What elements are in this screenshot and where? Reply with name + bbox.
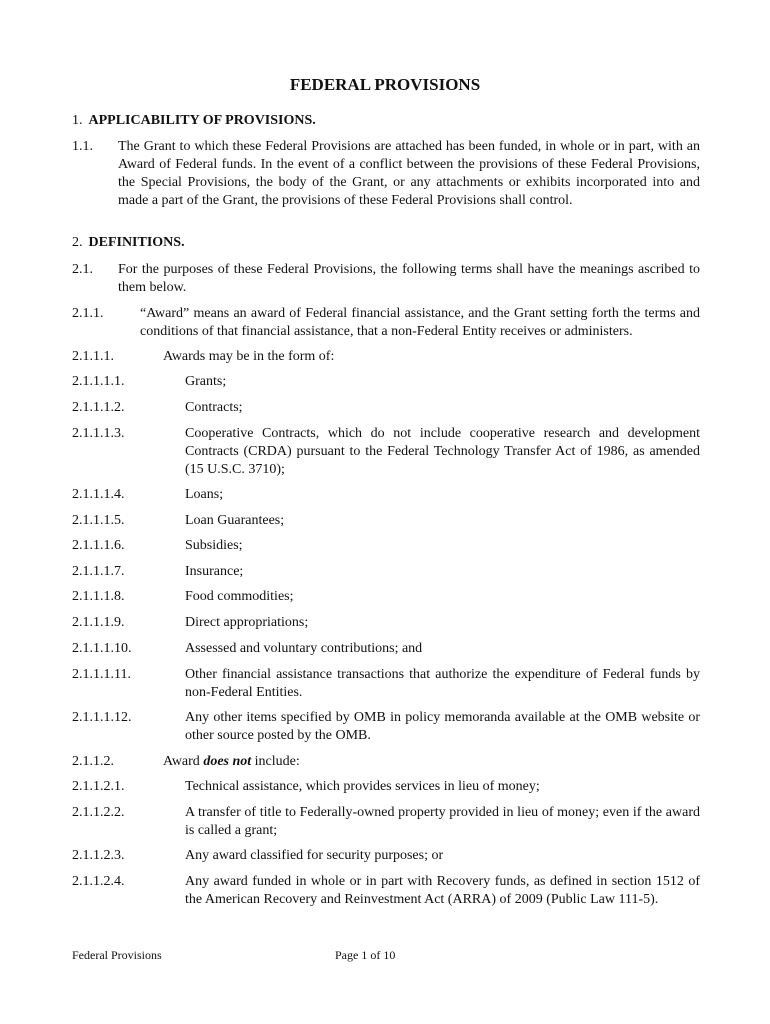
item-number: 2.1.1.1.8. [72,589,125,604]
footer-document-name: Federal Provisions [72,948,162,962]
item-text: Technical assistance, which provides services in lieu of money; [185,779,540,794]
item-number: 2.1.1.1.9. [72,615,125,630]
emphasized-text: does not [203,754,252,769]
item-text: Insurance; [185,564,244,579]
item-text [163,753,700,771]
item-text: Loans; [185,487,224,502]
text-segment: Award [163,754,204,769]
item-number: 2.1.1.1.3. [72,426,125,441]
item-text: For the purposes of these Federal Provisions, the following terms shall have the meanings ascribed to them below. [118,262,700,295]
item-number: 2.1.1.1.12. [72,710,132,725]
item-text: Any award classified for security purposes; or [185,848,444,863]
item-text: Cooperative Contracts, which do not include cooperative research and development Contracts (CRDA) pursuant to the Federal Technology Transfer Act of 1986, as amended (15 U.S.C. 3710); [185,426,700,477]
item-number: 2.1.1.1.11. [72,667,131,682]
item-text: A transfer of title to Federally-owned property provided in lieu of money; even if the award is called a grant; [185,805,700,838]
item-number: 2.1.1.2.4. [72,874,125,889]
section-heading [72,113,316,129]
item-number: 2.1.1.1.6. [72,538,125,553]
item-number: 1.1. [72,139,93,154]
item-text: Other financial assistance transactions that authorize the expenditure of Federal funds by non-Federal Entities. [185,667,700,700]
document-title: FEDERAL PROVISIONS [289,75,481,94]
item-text: Loan Guarantees; [185,513,285,528]
item-text: Assessed and voluntary contributions; and [185,641,423,656]
footer-page-number: Page 1 of 10 [335,948,396,962]
item-text: Any other items specified by OMB in policy memoranda available at the OMB website or other source posted by the OMB. [185,710,700,743]
item-text: Contracts; [185,400,243,415]
item-number: 2.1.1.1.2. [72,400,125,415]
section-title: APPLICABILITY OF PROVISIONS. [88,113,316,128]
item-number: 2.1.1.1.5. [72,513,125,528]
item-text: Awards may be in the form of: [163,349,335,364]
item-number: 2.1.1. [72,306,104,321]
item-number: 2.1.1.1.7. [72,564,125,579]
item-number: 2.1.1.2. [72,754,114,769]
section-number: 1. [72,113,83,128]
item-number: 2.1.1.2.3. [72,848,125,863]
item-number: 2.1. [72,262,93,277]
item-number: 2.1.1.1.10. [72,641,132,656]
item-number: 2.1.1.1. [72,349,114,364]
section-number: 2. [72,235,83,250]
item-text: Grants; [185,374,227,389]
item-number: 2.1.1.2.1. [72,779,125,794]
item-text: Direct appropriations; [185,615,309,630]
item-text: Any award funded in whole or in part with Recovery funds, as defined in section 1512 of the American Recovery and Reinvestment Act (ARRA) of 2009 (Public Law 111-5). [185,874,700,907]
section-heading [72,235,185,251]
item-number: 2.1.1.2.2. [72,805,125,820]
item-text: Food commodities; [185,589,294,604]
item-number: 2.1.1.1.4. [72,487,125,502]
item-number: 2.1.1.1.1. [72,374,125,389]
text-segment: include: [251,754,300,769]
item-text: Subsidies; [185,538,243,553]
section-title: DEFINITIONS. [88,235,185,250]
item-text: “Award” means an award of Federal financial assistance, and the Grant setting forth the terms and conditions of that financial assistance, that a non-Federal Entity receives or administers. [140,306,700,339]
item-text: The Grant to which these Federal Provisions are attached has been funded, in whole or in part, with an Award of Federal funds. In the event of a conflict between the provisions of these Federal Provisions, the Special Provisions, the body of the Grant, or any attachments or exhibits incorporated into and made a part of the Grant, the provisions of these Federal Provisions shall control. [118,139,700,208]
